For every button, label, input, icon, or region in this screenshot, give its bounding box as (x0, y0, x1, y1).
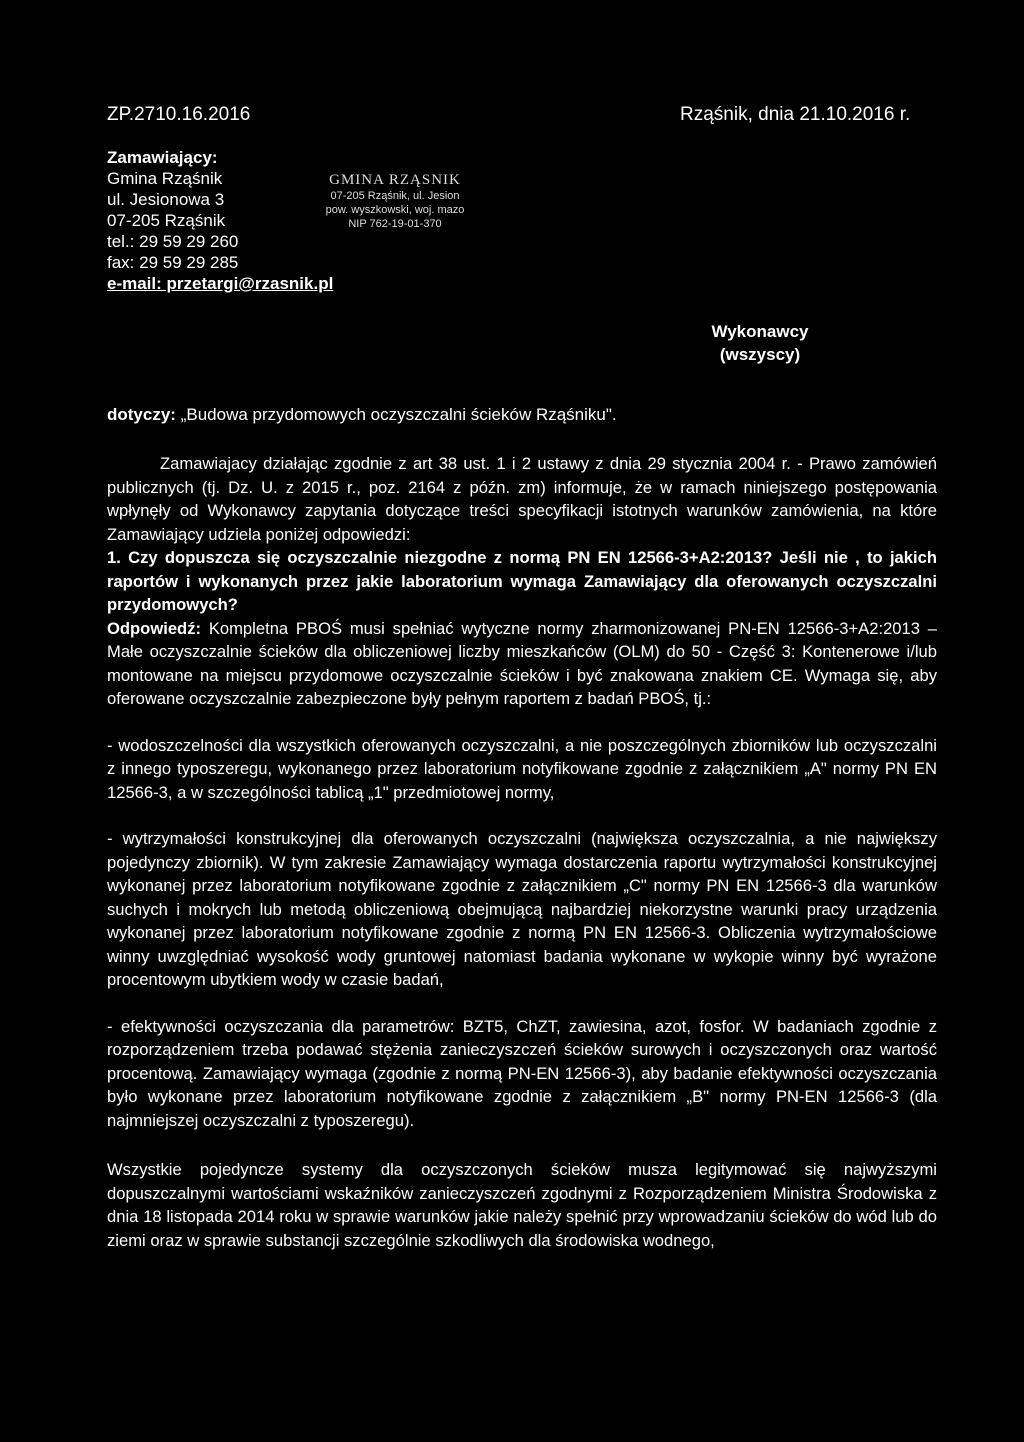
stamp-region: pow. wyszkowski, woj. mazo (325, 204, 465, 216)
question-1: 1. Czy dopuszcza się oczyszczalnie niezgodne z normą PN EN 12566-3+A2:2013? Jeśli nie , to jakich raportów i wykonanych przez jakie laboratorium wymaga Zamawiający dla oferowanych oczyszczalni przydomowych? (107, 548, 937, 614)
sender-city: 07-205 Rząśnik (107, 211, 226, 230)
sender-street: ul. Jesionowa 3 (107, 190, 225, 209)
recipient-line-2: (wszyscy) (719, 345, 801, 364)
sender-email-link[interactable]: e-mail: przetargi@rzasnik.pl (107, 274, 334, 293)
sender-fax: fax: 29 59 29 285 (107, 253, 239, 272)
document-reference: ZP.2710.16.2016 (107, 104, 251, 125)
stamp-address: 07-205 Rząśnik, ul. Jesion (330, 190, 460, 202)
subject-label: dotyczy: (107, 405, 176, 424)
requirement-efficiency: - efektywności oczyszczania dla parametrów: BZT5, ChZT, zawiesina, azot, fosfor. W badaniach zgodnie z rozporządzeniem trzeba podawać stężenia zanieczyszczeń ścieków surowych i oczyszczonych oraz wartość procentową. Zamawiający wymaga (zgodnie z normą PN-EN 12566-3), aby badanie efektywności oczyszczania było wykonane przez laboratorium notyfikowane zgodnie z załącznikiem „B" normy PN-EN 12566-3 (dla najmniejszej oczyszczalni z typoszeregu). (107, 1016, 937, 1130)
recipient-block (700, 320, 820, 366)
answer-text: Kompletna PBOŚ musi spełniać wytyczne normy zharmonizowanej PN-EN 12566-3+A2:2013 – Małe oczyszczalnie ścieków dla obliczeniowej liczby mieszkańców (OLM) do 50 - Część 3: Kontenerowe i/lub montowane na miejscu przydomowe oczyszczalnie ścieków i być znakowana znakiem CE. Wymaga się, aby oferowane oczyszczalnie zabezpieczone były pełnym raportem z badań PBOŚ, tj.: (107, 618, 937, 708)
intro-paragraph: Zamawiajacy działając zgodnie z art 38 ust. 1 i 2 ustawy z dnia 29 stycznia 2004 r. - Prawo zamówień publicznych (tj. Dz. U. z 2015 r., poz. 2164 z późn. zm) informuje, że w ramach niniejszego postępowania wpłynęły od Wykonawcy zapytania dotyczące treści specyfikacji istotnych warunków zamówienia, na które Zamawiający udziela poniżej odpowiedzi: (107, 454, 937, 544)
sender-title: Zamawiający: (107, 148, 218, 167)
stamp-name: GMINA RZĄSNIK (329, 172, 461, 188)
stamp-nip: NIP 762-19-01-370 (348, 218, 442, 230)
requirement-watertightness: - wodoszczelności dla wszystkich oferowanych oczyszczalni, a nie poszczególnych zbiorników lub oczyszczalni z innego typoszeregu, wykonanego przez laboratorium notyfikowane zgodnie z załącznikiem „A" normy PN EN 12566-3, a w szczególności tablicą „1" przedmiotowej normy, (107, 735, 937, 802)
letter-body (107, 452, 937, 1252)
subject-text: „Budowa przydomowych oczyszczalni ścieków Rząśniku". (180, 405, 617, 424)
recipient-line-1: Wykonawcy (711, 322, 809, 341)
answer-label: Odpowiedź: (107, 618, 202, 638)
place-and-date: Rząśnik, dnia 21.10.2016 r. (680, 104, 911, 125)
answer-paragraph (107, 617, 937, 711)
subject-line (107, 405, 617, 425)
closing-paragraph: Wszystkie pojedyncze systemy dla oczyszczonych ścieków musza legitymować się najwyższymi dopuszczalnymi wartościami wskaźników zanieczyszczeń zgodnymi z Rozporządzeniem Ministra Środowiska z dnia 18 listopada 2014 roku w sprawie warunków jakie należy spełnić przy wprowadzaniu ścieków do wód lub do ziemi oraz w sprawie substancji szczególnie szkodliwych dla środowiska wodnego, (107, 1160, 937, 1250)
office-stamp (325, 172, 465, 231)
sender-phone: tel.: 29 59 29 260 (107, 232, 239, 251)
sender-block (107, 147, 333, 294)
requirement-strength: - wytrzymałości konstrukcyjnej dla oferowanych oczyszczalni (największa oczyszczalnia, a nie największy pojedynczy zbiornik). W tym zakresie Zamawiający wymaga dostarczenia raportu wytrzymałości konstrukcyjnej wykonanej przez laboratorium notyfikowane zgodnie z załącznikiem „C" normy PN EN 12566-3 dla warunków suchych i mokrych lub metodą obliczeniową obejmującą najbardziej niekorzystne warunki pracy urządzenia wykonanej przez laboratorium notyfikowane zgodnie z normą PN EN 12566-3. Obliczenia wytrzymałościowe winny uwzględniać wysokość wody gruntowej natomiast badania wykonane w wykopie winny być wyrażone procentowym ubytkiem wody w czasie badań, (107, 829, 937, 989)
sender-name: Gmina Rząśnik (107, 169, 223, 188)
